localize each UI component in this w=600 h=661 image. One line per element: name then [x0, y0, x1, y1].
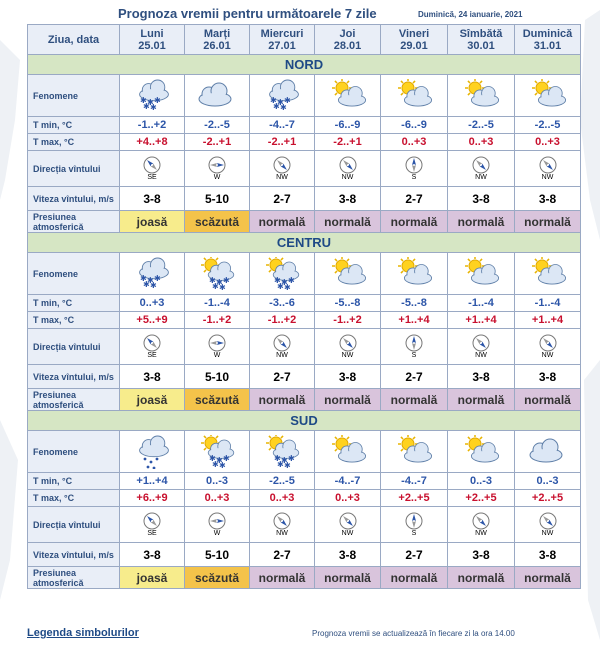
- compass-icon: [185, 512, 249, 530]
- compass-icon: [185, 334, 249, 352]
- sun-cloud-icon: [381, 79, 447, 113]
- forecast-table: [27, 24, 581, 589]
- weather-cell: [120, 253, 185, 295]
- pressure-value: normală: [515, 389, 581, 411]
- svg-text:✱: ✱: [216, 277, 223, 287]
- wind-direction-cell: [185, 507, 250, 543]
- svg-text:✱: ✱: [284, 95, 291, 105]
- wind-speed-value: 2-7: [250, 187, 315, 211]
- sun-cloud-icon: [448, 435, 514, 469]
- wind-direction-value: NW: [475, 530, 487, 537]
- tmax-value: +1..+4: [381, 312, 448, 329]
- sun-cloud-snow-icon: [250, 257, 314, 291]
- svg-text:✱: ✱: [150, 102, 157, 112]
- svg-text:✱: ✱: [143, 101, 150, 111]
- phenomena-label: Fenomene: [28, 75, 120, 117]
- tmin-value: 0..-3: [185, 473, 250, 490]
- wind-direction-value: SE: [147, 174, 157, 181]
- wind-direction-cell: [120, 507, 185, 543]
- weather-cell: [515, 75, 581, 117]
- wind-direction-value: SE: [147, 352, 157, 359]
- wind-direction-cell: [515, 507, 581, 543]
- svg-text:✱: ✱: [219, 282, 226, 291]
- wind-direction-cell: [448, 507, 515, 543]
- compass-icon: [315, 512, 380, 530]
- tmax-value: -1..+2: [315, 312, 381, 329]
- day-header: [515, 25, 581, 55]
- wind-direction-cell: [448, 151, 515, 187]
- wind-speed-value: 3-8: [448, 187, 515, 211]
- wind-direction-cell: [448, 329, 515, 365]
- tmax-value: +4..+8: [120, 134, 185, 151]
- weather-cell: [185, 431, 250, 473]
- day-name: Marți: [203, 27, 231, 40]
- svg-text:✱: ✱: [223, 275, 230, 285]
- pressure-value: joasă: [120, 389, 185, 411]
- tmin-value: +1..+4: [120, 473, 185, 490]
- tmin-label: T min, °C: [28, 295, 120, 312]
- phenomena-label: Fenomene: [28, 253, 120, 295]
- day-header: [381, 25, 448, 55]
- tmin-value: -2..-5: [448, 117, 515, 134]
- pressure-value: normală: [448, 567, 515, 589]
- weather-cell: [120, 75, 185, 117]
- pressure-label: Presiunea atmosferică: [28, 211, 120, 233]
- pressure-label: Presiunea atmosferică: [28, 567, 120, 589]
- tmin-value: -5..-8: [381, 295, 448, 312]
- svg-text:✱: ✱: [280, 102, 287, 112]
- day-header: [120, 25, 185, 55]
- wind-speed-value: 2-7: [250, 543, 315, 567]
- day-name: Miercuri: [260, 27, 304, 40]
- weather-cell: [250, 253, 315, 295]
- compass-icon: [250, 334, 314, 352]
- tmin-value: -4..-7: [381, 473, 448, 490]
- sun-cloud-icon: [315, 79, 380, 113]
- tmin-value: -2..-5: [185, 117, 250, 134]
- tmin-value: 0..-3: [448, 473, 515, 490]
- sun-cloud-icon: [515, 257, 580, 291]
- svg-text:✱: ✱: [277, 459, 284, 469]
- tmax-value: -1..+2: [185, 312, 250, 329]
- tmax-value: 0..+3: [381, 134, 448, 151]
- tmax-value: -2..+1: [250, 134, 315, 151]
- tmin-label: T min, °C: [28, 117, 120, 134]
- update-note: Prognoza vremii se actualizează în fiecare zi la ora 14.00: [312, 629, 515, 638]
- tmin-value: -2..-5: [250, 473, 315, 490]
- wind-direction-value: SE: [147, 530, 157, 537]
- sun-cloud-snow-icon: [250, 435, 314, 469]
- pressure-value: normală: [448, 211, 515, 233]
- pressure-value: scăzută: [185, 567, 250, 589]
- wind-speed-label: Viteza vîntului, m/s: [28, 365, 120, 389]
- svg-text:✱: ✱: [140, 95, 147, 105]
- sun-cloud-icon: [448, 79, 514, 113]
- svg-text:✱: ✱: [212, 281, 219, 291]
- pressure-value: normală: [315, 211, 381, 233]
- weather-cell: [448, 75, 515, 117]
- tmin-value: -3..-6: [250, 295, 315, 312]
- pressure-value: joasă: [120, 211, 185, 233]
- day-name: Vineri: [398, 27, 430, 40]
- wind-direction-value: NW: [341, 352, 354, 359]
- compass-icon: [315, 156, 380, 174]
- wind-direction-value: NW: [341, 174, 354, 181]
- compass-icon: [120, 334, 184, 352]
- svg-text:✱: ✱: [219, 460, 226, 469]
- tmax-value: 0..+3: [448, 134, 515, 151]
- compass-icon: [120, 512, 184, 530]
- wind-speed-value: 2-7: [381, 543, 448, 567]
- day-name: Duminică: [522, 27, 573, 40]
- pressure-value: normală: [250, 567, 315, 589]
- region-header: CENTRU: [28, 233, 581, 253]
- wind-direction-cell: [315, 329, 381, 365]
- tmin-value: -1..-4: [448, 295, 515, 312]
- tmax-value: 0..+3: [185, 490, 250, 507]
- compass-icon: [120, 156, 184, 174]
- day-date: 27.01: [268, 39, 296, 52]
- page-title: Prognoza vremii pentru următoarele 7 zile: [118, 6, 377, 21]
- compass-icon: [448, 156, 514, 174]
- wind-direction-value: NW: [341, 530, 354, 537]
- tmax-value: +2..+5: [515, 490, 581, 507]
- wind-direction-label: Direcția vîntului: [28, 507, 120, 543]
- svg-text:✱: ✱: [281, 455, 288, 465]
- svg-text:✱: ✱: [143, 279, 150, 289]
- sun-cloud-icon: [448, 257, 514, 291]
- day-header: [250, 25, 315, 55]
- svg-text:✱: ✱: [274, 275, 281, 285]
- tmax-value: +1..+4: [515, 312, 581, 329]
- wind-direction-cell: [315, 151, 381, 187]
- tmin-value: -6..-9: [381, 117, 448, 134]
- svg-text:✱: ✱: [147, 97, 154, 107]
- svg-text:✱: ✱: [209, 453, 216, 463]
- weather-cell: [381, 253, 448, 295]
- day-header: [315, 25, 381, 55]
- day-header: [185, 25, 250, 55]
- wind-direction-value: S: [411, 352, 417, 359]
- current-date: Duminică, 24 ianuarie, 2021: [418, 10, 523, 19]
- compass-icon: [381, 156, 447, 174]
- svg-text:✱: ✱: [284, 282, 291, 291]
- tmin-value: -1..+2: [120, 117, 185, 134]
- wind-speed-value: 3-8: [315, 543, 381, 567]
- wind-direction-cell: [515, 151, 581, 187]
- svg-text:✱: ✱: [216, 455, 223, 465]
- svg-text:✱: ✱: [154, 95, 161, 105]
- cloud-snow-icon: [120, 79, 184, 113]
- tmax-value: 0..+3: [315, 490, 381, 507]
- day-name: Luni: [140, 27, 164, 40]
- day-name: Joi: [339, 27, 356, 40]
- tmax-value: -2..+1: [315, 134, 381, 151]
- svg-text:✱: ✱: [140, 273, 147, 283]
- compass-icon: [515, 156, 580, 174]
- compass-icon: [381, 512, 447, 530]
- tmin-value: 0..-3: [515, 473, 581, 490]
- compass-icon: [185, 156, 249, 174]
- wind-speed-value: 3-8: [315, 365, 381, 389]
- tmin-label: T min, °C: [28, 473, 120, 490]
- wind-speed-value: 3-8: [515, 187, 581, 211]
- wind-direction-value: NW: [475, 352, 487, 359]
- wind-direction-cell: [381, 329, 448, 365]
- tmax-value: +5..+9: [120, 312, 185, 329]
- wind-speed-value: 5-10: [185, 187, 250, 211]
- svg-text:✱: ✱: [288, 453, 295, 463]
- cloud-icon: [515, 435, 580, 469]
- wind-direction-cell: [120, 151, 185, 187]
- weather-cell: [315, 253, 381, 295]
- wind-speed-value: 5-10: [185, 365, 250, 389]
- wind-speed-value: 3-8: [315, 187, 381, 211]
- wind-direction-label: Direcția vîntului: [28, 151, 120, 187]
- compass-icon: [448, 334, 514, 352]
- wind-speed-value: 3-8: [120, 365, 185, 389]
- pressure-value: joasă: [120, 567, 185, 589]
- wind-direction-cell: [315, 507, 381, 543]
- pressure-value: normală: [381, 567, 448, 589]
- wind-speed-value: 3-8: [120, 187, 185, 211]
- wind-direction-cell: [120, 329, 185, 365]
- compass-icon: [515, 512, 580, 530]
- wind-speed-label: Viteza vîntului, m/s: [28, 543, 120, 567]
- tmin-value: -2..-5: [515, 117, 581, 134]
- svg-text:✱: ✱: [288, 275, 295, 285]
- cloud-snow-icon: [120, 257, 184, 291]
- tmin-value: -4..-7: [315, 473, 381, 490]
- tmax-label: T max, °C: [28, 312, 120, 329]
- compass-icon: [315, 334, 380, 352]
- wind-direction-label: Direcția vîntului: [28, 329, 120, 365]
- tmax-label: T max, °C: [28, 134, 120, 151]
- weather-cell: [515, 253, 581, 295]
- tmax-value: +2..+5: [448, 490, 515, 507]
- tmin-value: 0..+3: [120, 295, 185, 312]
- weather-cell: [315, 75, 381, 117]
- svg-text:✱: ✱: [150, 280, 157, 290]
- svg-text:✱: ✱: [274, 453, 281, 463]
- wind-direction-value: NW: [276, 530, 288, 537]
- day-date: 31.01: [533, 39, 562, 52]
- svg-text:✱: ✱: [147, 275, 154, 285]
- tmin-value: -1..-4: [185, 295, 250, 312]
- day-date: 28.01: [333, 39, 362, 52]
- weather-cell: [250, 431, 315, 473]
- wind-speed-value: 3-8: [448, 365, 515, 389]
- tmax-value: -2..+1: [185, 134, 250, 151]
- day-date: 29.01: [400, 39, 428, 52]
- sun-cloud-icon: [315, 435, 380, 469]
- symbol-legend-link[interactable]: Legenda simbolurilor: [27, 627, 139, 639]
- wind-direction-value: NW: [541, 174, 554, 181]
- pressure-value: normală: [315, 389, 381, 411]
- wind-direction-cell: [185, 329, 250, 365]
- sun-cloud-icon: [515, 79, 580, 113]
- tmax-value: 0..+3: [515, 134, 581, 151]
- svg-text:✱: ✱: [270, 95, 277, 105]
- wind-direction-cell: [381, 507, 448, 543]
- sun-cloud-icon: [381, 435, 447, 469]
- pressure-value: normală: [381, 389, 448, 411]
- wind-speed-value: 2-7: [381, 187, 448, 211]
- pressure-value: normală: [315, 567, 381, 589]
- wind-direction-cell: [381, 151, 448, 187]
- weather-cell: [381, 431, 448, 473]
- day-name: Sîmbătă: [459, 27, 503, 40]
- wind-direction-cell: [250, 151, 315, 187]
- pressure-value: scăzută: [185, 211, 250, 233]
- region-header: NORD: [28, 55, 581, 75]
- day-date: 30.01: [467, 39, 495, 52]
- weather-cell: [381, 75, 448, 117]
- tmin-value: -5..-8: [315, 295, 381, 312]
- day-header: [448, 25, 515, 55]
- svg-text:✱: ✱: [223, 453, 230, 463]
- cloud-icon: [185, 79, 249, 113]
- wind-direction-value: NW: [276, 352, 288, 359]
- wind-direction-cell: [185, 151, 250, 187]
- wind-direction-value: NW: [541, 530, 554, 537]
- svg-text:✱: ✱: [154, 273, 161, 283]
- weather-cell: [448, 431, 515, 473]
- tmin-value: -4..-7: [250, 117, 315, 134]
- wind-direction-cell: [250, 329, 315, 365]
- svg-text:✱: ✱: [277, 281, 284, 291]
- wind-direction-value: W: [213, 530, 221, 537]
- wind-speed-value: 3-8: [448, 543, 515, 567]
- sun-cloud-snow-icon: [185, 257, 249, 291]
- phenomena-label: Fenomene: [28, 431, 120, 473]
- wind-direction-value: NW: [541, 352, 554, 359]
- weather-cell: [315, 431, 381, 473]
- wind-direction-value: S: [411, 530, 417, 537]
- wind-direction-cell: [250, 507, 315, 543]
- region-header: SUD: [28, 411, 581, 431]
- compass-icon: [250, 156, 314, 174]
- svg-text:✱: ✱: [281, 277, 288, 287]
- compass-icon: [448, 512, 514, 530]
- wind-direction-cell: [515, 329, 581, 365]
- compass-icon: [381, 334, 447, 352]
- svg-text:✱: ✱: [273, 101, 280, 111]
- tmax-value: 0..+3: [250, 490, 315, 507]
- day-date-label: Ziua, data: [28, 25, 120, 55]
- sun-cloud-icon: [381, 257, 447, 291]
- tmax-value: +6..+9: [120, 490, 185, 507]
- wind-speed-value: 2-7: [250, 365, 315, 389]
- wind-speed-label: Viteza vîntului, m/s: [28, 187, 120, 211]
- cloud-rain-icon: [120, 435, 184, 469]
- tmax-value: +2..+5: [381, 490, 448, 507]
- wind-direction-value: NW: [475, 174, 487, 181]
- compass-icon: [515, 334, 580, 352]
- weather-cell: [515, 431, 581, 473]
- wind-speed-value: 3-8: [120, 543, 185, 567]
- wind-speed-value: 5-10: [185, 543, 250, 567]
- pressure-value: normală: [250, 211, 315, 233]
- svg-text:✱: ✱: [209, 275, 216, 285]
- pressure-value: scăzută: [185, 389, 250, 411]
- tmin-value: -1..-4: [515, 295, 581, 312]
- wind-speed-value: 2-7: [381, 365, 448, 389]
- sun-cloud-icon: [315, 257, 380, 291]
- tmax-value: +1..+4: [448, 312, 515, 329]
- pressure-value: normală: [448, 389, 515, 411]
- wind-speed-value: 3-8: [515, 543, 581, 567]
- wind-speed-value: 3-8: [515, 365, 581, 389]
- wind-direction-value: S: [411, 174, 417, 181]
- sun-cloud-snow-icon: [185, 435, 249, 469]
- svg-text:✱: ✱: [212, 459, 219, 469]
- tmin-value: -6..-9: [315, 117, 381, 134]
- wind-direction-value: NW: [276, 174, 288, 181]
- cloud-snow-icon: [250, 79, 314, 113]
- wind-direction-value: W: [213, 352, 221, 359]
- weather-cell: [448, 253, 515, 295]
- tmax-label: T max, °C: [28, 490, 120, 507]
- wind-direction-value: W: [213, 174, 221, 181]
- pressure-value: normală: [250, 389, 315, 411]
- weather-cell: [185, 253, 250, 295]
- pressure-value: normală: [381, 211, 448, 233]
- svg-text:✱: ✱: [277, 97, 284, 107]
- weather-cell: [185, 75, 250, 117]
- compass-icon: [250, 512, 314, 530]
- tmax-value: -1..+2: [250, 312, 315, 329]
- pressure-value: normală: [515, 567, 581, 589]
- pressure-value: normală: [515, 211, 581, 233]
- pressure-label: Presiunea atmosferică: [28, 389, 120, 411]
- svg-text:✱: ✱: [284, 460, 291, 469]
- day-date: 26.01: [203, 39, 231, 52]
- weather-cell: [250, 75, 315, 117]
- day-date: 25.01: [138, 39, 166, 52]
- title-bar: [0, 0, 600, 24]
- weather-cell: [120, 431, 185, 473]
